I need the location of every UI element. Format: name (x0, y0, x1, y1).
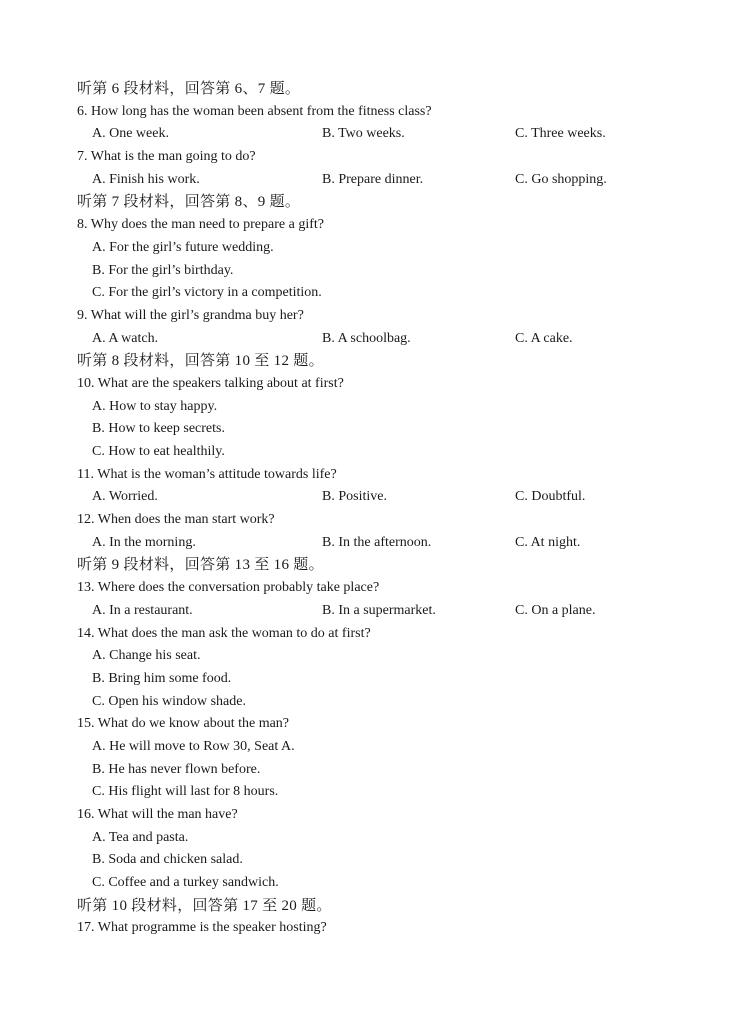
exam-page (77, 78, 677, 940)
answer-option: A. Tea and pasta. (92, 829, 189, 845)
section-heading: 听第 6 段材料，回答第 6、7 题。 (77, 81, 301, 97)
answer-options-row (77, 169, 677, 192)
answer-options-row (77, 486, 677, 509)
answer-options-row (77, 123, 677, 146)
answer-option: C. Coffee and a turkey sandwich. (92, 875, 279, 891)
answer-option: A. For the girl’s future wedding. (92, 239, 274, 255)
answer-option: B. Bring him some food. (92, 670, 232, 686)
question-text: 14. What does the man ask the woman to do at first? (77, 625, 371, 641)
answer-option: A. He will move to Row 30, Seat A. (92, 738, 295, 754)
question-text: 11. What is the woman’s attitude towards life? (77, 466, 337, 482)
answer-option: A. Change his seat. (92, 648, 201, 664)
question-text: 15. What do we know about the man? (77, 716, 290, 732)
answer-option-b: B. In a supermarket. (322, 602, 436, 618)
answer-option-b: B. Two weeks. (322, 126, 405, 142)
question-text: 10. What are the speakers talking about at first? (77, 375, 344, 391)
answer-option: C. Open his window shade. (92, 693, 246, 709)
question-text: 13. Where does the conversation probably take place? (77, 580, 380, 596)
answer-option: B. For the girl’s birthday. (92, 262, 234, 278)
question-text: 7. What is the man going to do? (77, 149, 256, 165)
answer-option: B. How to keep secrets. (92, 421, 225, 437)
answer-option: B. He has never flown before. (92, 761, 261, 777)
section-heading: 听第 9 段材料，回答第 13 至 16 题。 (77, 557, 324, 574)
answer-option-b: B. A schoolbag. (322, 330, 411, 346)
answer-options-row (77, 600, 677, 623)
question-text: 9. What will the girl’s grandma buy her? (77, 307, 304, 323)
answer-option-a: A. A watch. (92, 330, 159, 346)
answer-option-c: C. At night. (515, 534, 581, 550)
answer-option-b: B. Positive. (322, 489, 387, 505)
answer-option: C. For the girl’s victory in a competition. (92, 285, 322, 301)
section-heading: 听第 8 段材料，回答第 10 至 12 题。 (77, 353, 324, 370)
answer-option-a: A. Worried. (92, 489, 158, 505)
answer-option-c: C. Go shopping. (515, 171, 607, 187)
question-text: 16. What will the man have? (77, 807, 238, 822)
answer-option-b: B. In the afternoon. (322, 534, 432, 550)
answer-option: C. How to eat healthily. (92, 444, 225, 459)
answer-option: A. How to stay happy. (92, 398, 218, 414)
answer-option-c: C. Doubtful. (515, 489, 586, 505)
answer-option-c: C. Three weeks. (515, 126, 606, 142)
answer-option-b: B. Prepare dinner. (322, 171, 424, 187)
answer-option: C. His flight will last for 8 hours. (92, 784, 279, 800)
answer-option: B. Soda and chicken salad. (92, 852, 243, 868)
question-text: 12. When does the man start work? (77, 512, 275, 528)
answer-options-row (77, 532, 677, 555)
section-heading: 听第 10 段材料，回答第 17 至 20 题。 (77, 897, 332, 914)
question-text: 6. How long has the woman been absent from the fitness class? (77, 103, 432, 119)
answer-option-a: A. Finish his work. (92, 171, 200, 187)
answer-option-a: A. One week. (92, 126, 169, 142)
section-heading: 听第 7 段材料，回答第 8、9 题。 (77, 194, 301, 211)
question-text: 17. What programme is the speaker hosting? (77, 920, 327, 936)
question-text: 8. Why does the man need to prepare a gift? (77, 217, 324, 233)
answer-option-a: A. In the morning. (92, 534, 196, 550)
answer-option-c: C. A cake. (515, 330, 573, 346)
answer-option-a: A. In a restaurant. (92, 602, 193, 618)
answer-option-c: C. On a plane. (515, 602, 596, 618)
answer-options-row (77, 328, 677, 351)
